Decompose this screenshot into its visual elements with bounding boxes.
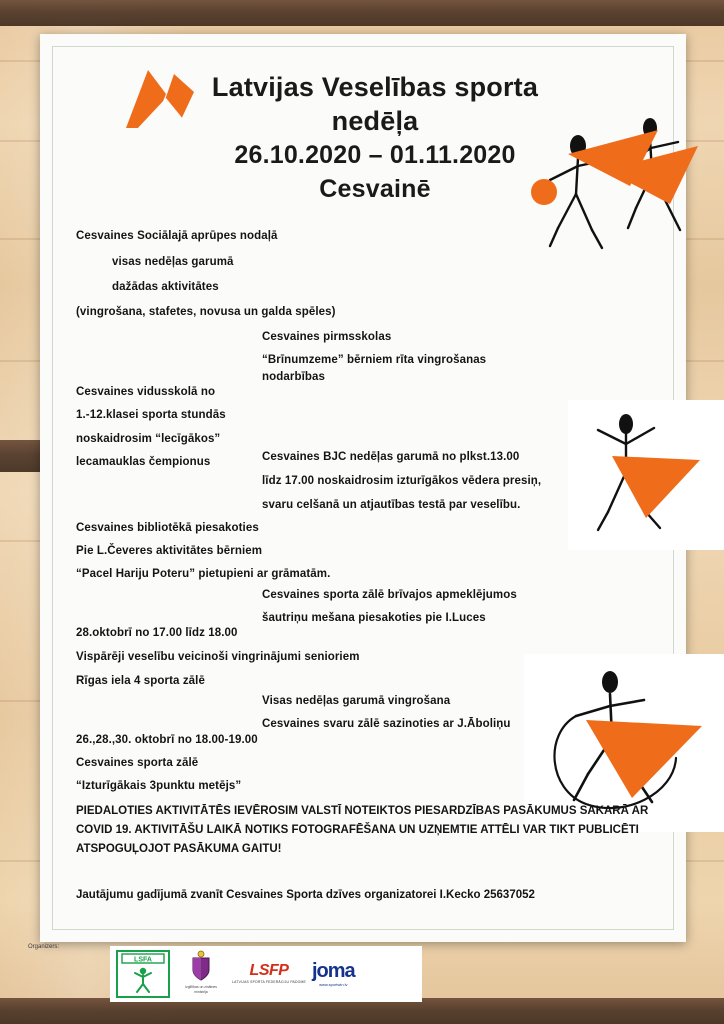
- poster-text-line: Vispārēji veselību veicinoši vingrinājumi senioriem: [76, 651, 360, 663]
- poster-text-line: Rīgas iela 4 sporta zālē: [76, 675, 205, 687]
- poster-text-line: Cesvaines bibliotēkā piesakoties: [76, 522, 259, 534]
- lsfp-mark: LSFP: [249, 962, 289, 980]
- decorative-band-top: [0, 0, 724, 26]
- lsfp-logo-icon: [232, 950, 306, 998]
- poster-text-line: “Brīnumzeme” bērniem rīta vingrošanas: [262, 354, 487, 366]
- poster-text-line: (vingrošana, stafetes, novusa un galda spēles): [76, 306, 336, 318]
- title-line-3: 26.10.2020 – 01.11.2020: [234, 141, 516, 169]
- poster-text-line: 1.-12.klasei sporta stundās: [76, 409, 226, 421]
- sponsor-logos: [110, 946, 422, 1002]
- svg-text:LSFA: LSFA: [134, 956, 152, 964]
- contact-line: Jautājumu gadījumā zvanīt Cesvaines Sporta dzīves organizatorei I.Kecko 25637052: [76, 889, 535, 901]
- title-line-2: nedēļa: [331, 106, 419, 136]
- poster-text-line: Cesvaines sporta zālē brīvajos apmeklējumos: [262, 589, 517, 601]
- title-line-1: Latvijas Veselības sporta: [211, 72, 539, 102]
- svg-text:Izglītības un zinātnes: Izglītības un zinātnes: [185, 985, 217, 989]
- poster-text-line: nodarbības: [262, 371, 325, 383]
- poster-text-line: Cesvaines vidusskolā no: [76, 386, 216, 398]
- joma-subtitle: www.sportwin.lv: [319, 982, 348, 987]
- poster-text-line: “Pacel Hariju Poteru” pietupieni ar grāmatām.: [76, 568, 331, 580]
- poster-text-line: 28.oktobrī no 17.00 līdz 18.00: [76, 627, 238, 639]
- poster-text-line: Cesvaines pirmsskolas: [262, 331, 392, 343]
- poster-text-line: Visas nedēļas garumā vingrošana: [262, 695, 451, 707]
- joma-logo-icon: [312, 950, 355, 998]
- poster-text-line: noskaidrosim “lecīgākos”: [76, 433, 221, 445]
- poster-text-line: 26.,28.,30. oktobrī no 18.00-19.00: [76, 734, 258, 746]
- poster-text-line: Cesvaines Sociālajā aprūpes nodaļā: [76, 230, 278, 242]
- poster-text-line: līdz 17.00 noskaidrosim izturīgākos vēdera presiņ,: [262, 475, 542, 487]
- joma-mark: joma: [311, 960, 355, 982]
- covid-disclaimer: PIEDALOTIES AKTIVITĀTĒS IEVĒROSIM VALSTĪ NOTEIKTOS PIESARDZĪBAS PASĀKUMUS SAKARĀ AR COVID 19. AKTIVITĀŠU LAIKĀ NOTIKS FOTOGRAFĒŠANA UN UZŅEMTIE ATTĒLI VAR TIKT PUBLICĒTI ATSPOGUĻOJOT PASĀKUMA GAITU!: [76, 805, 649, 855]
- poster-text-line: šautriņu mešana piesakoties pie I.Luces: [262, 612, 486, 624]
- poster-text-line: lecamauklas čempionus: [76, 456, 211, 468]
- lsfa-logo-icon: [116, 950, 170, 998]
- title-line-4: Cesvainē: [319, 175, 431, 203]
- poster-text-line: dažādas aktivitātes: [112, 281, 219, 293]
- svg-text:ministrija: ministrija: [194, 990, 208, 994]
- poster-text-line: Cesvaines svaru zālē sazinoties ar J.Āboliņu: [262, 718, 511, 730]
- poster-text-line: “Izturīgākais 3punktu metējs”: [76, 780, 242, 792]
- poster-sheet: [40, 34, 686, 942]
- poster-text-line: Pie L.Čeveres aktivitātes bērniem: [76, 545, 263, 557]
- lsfp-subtitle: LATVIJAS SPORTA FEDERĀCIJU PADOME: [232, 980, 306, 985]
- ministry-logo-icon: [176, 950, 226, 998]
- poster-text-line: svaru celšanā un atjautības testā par veselību.: [262, 499, 521, 511]
- organizers-label: Organizers:: [28, 944, 60, 950]
- poster-text-line: Cesvaines sporta zālē: [76, 757, 199, 769]
- poster-text-line: Cesvaines BJC nedēļas garumā no plkst.13.00: [262, 451, 520, 463]
- poster-text-line: visas nedēļas garumā: [112, 256, 234, 268]
